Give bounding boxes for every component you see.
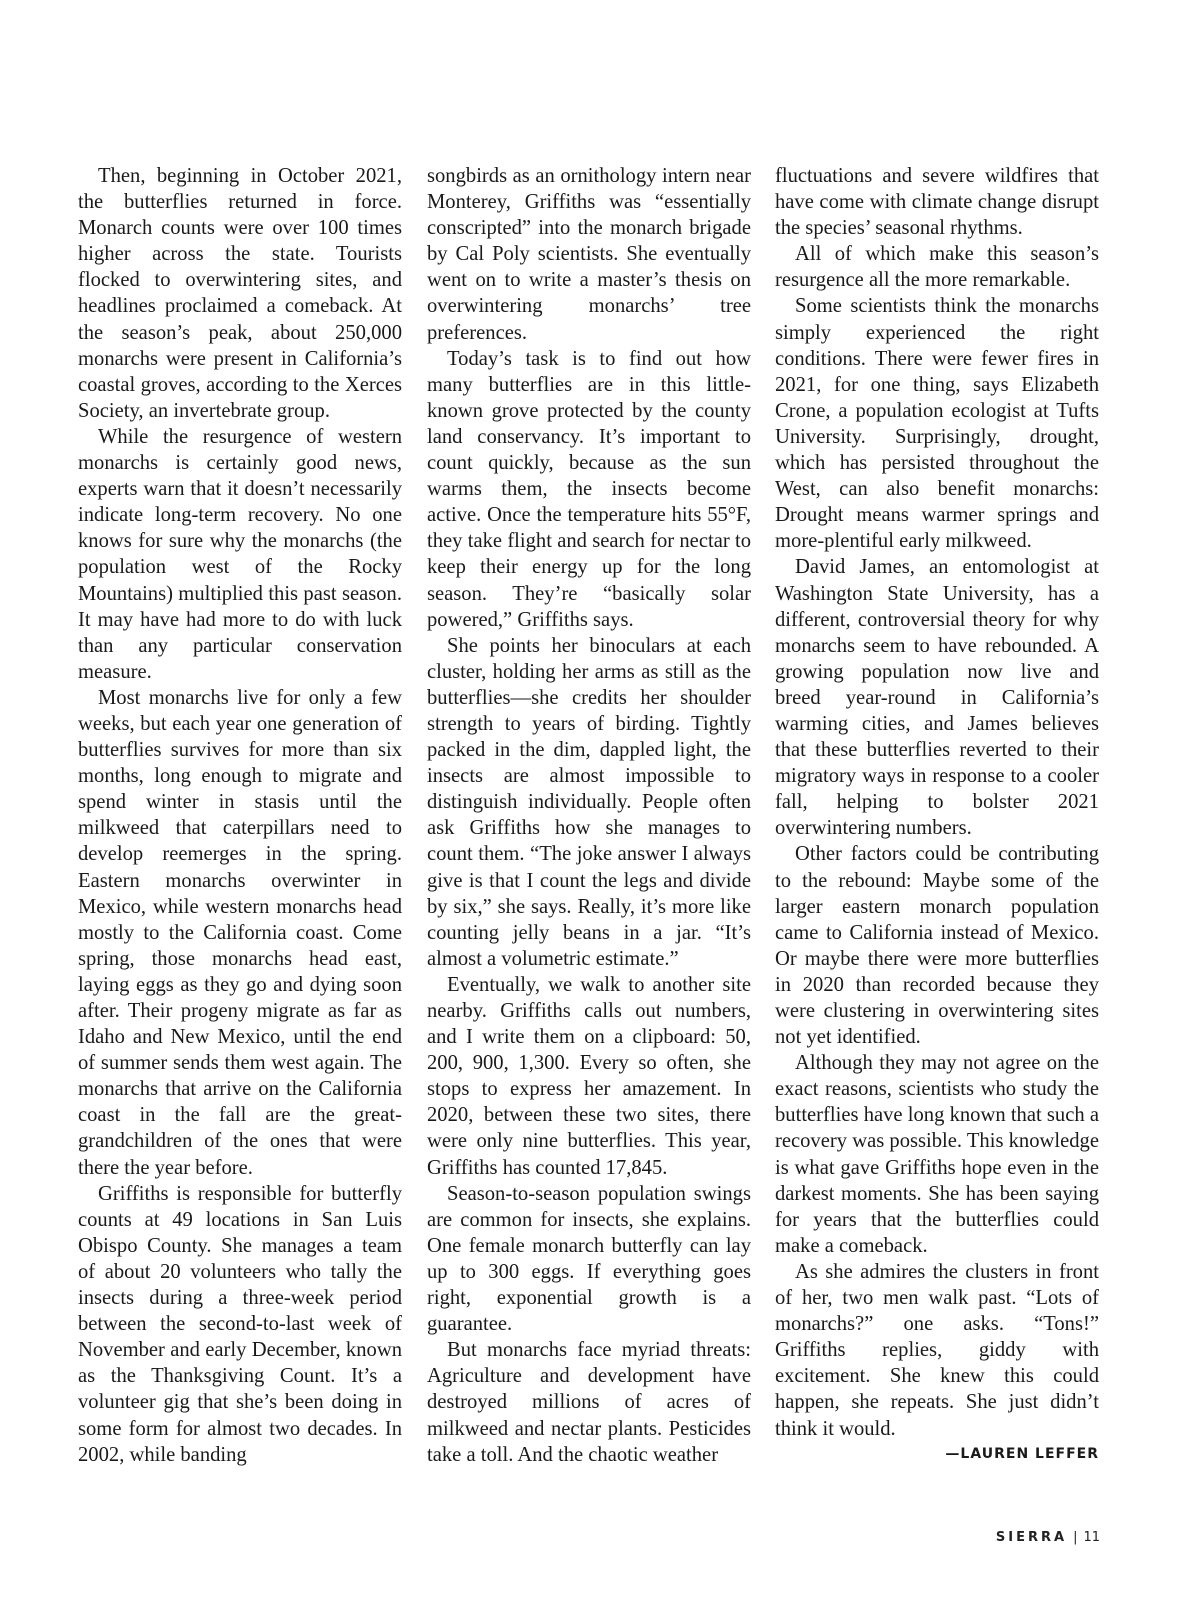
paragraph: Other factors could be contributing to the rebound: Maybe some of the larger eastern monarch population came to California instead of Mexico. Or maybe there were more butterflies in 2020 than recorded because they were clustering in overwintering sites not yet identified. (775, 843, 1099, 1049)
paragraph: While the resurgence of western monarchs is certainly good news, experts warn that it doesn’t necessarily indicate long-term recovery. No one knows for sure why the monarchs (the population west of the Rocky Mountains) multiplied this past season. It may have had more to do with luck than any particular conservation measure. (78, 425, 402, 683)
paragraph: Season-to-season population swings are common for insects, she explains. One female monarch butterfly can lay up to 300 eggs. If everything goes right, exponential growth is a guarantee. (427, 1182, 751, 1336)
paragraph: Some scientists think the monarchs simply experienced the right conditions. There were fewer fires in 2021, for one thing, says Elizabeth Crone, a population ecologist at Tufts University. Surprisingly, drought, which has persisted throughout the West, can also benefit monarchs: Drought means warmer springs and more-plentiful early milkweed. (775, 295, 1099, 553)
paragraph: songbirds as an ornithology intern near Monterey, Griffiths was “essentially conscripted” into the monarch brigade by Cal Poly scientists. She eventually went on to write a master’s thesis on overwintering monarchs’ tree preferences. (427, 165, 751, 344)
paragraph: But monarchs face myriad threats: Agriculture and development have destroyed millions of acres of milkweed and nectar plants. Pesticides take a toll. And the chaotic weather (427, 1339, 751, 1466)
article-column-1 (78, 163, 402, 1468)
paragraph: Eventually, we walk to another site nearby. Griffiths calls out numbers, and I write them on a clipboard: 50, 200, 900, 1,300. Every so often, she stops to express her amazement. In 2020, between these two sites, there were only nine butterflies. This year, Griffiths has counted 17,845. (427, 973, 751, 1179)
paragraph: Griffiths is responsible for butterfly counts at 49 locations in San Luis Obispo County. She manages a team of about 20 volunteers who tally the insects during a three-week period between the second-to-last week of November and early December, known as the Thanksgiving Count. It’s a volunteer gig that she’s been doing in some form for almost two decades. In 2002, while banding (78, 1182, 402, 1466)
magazine-name: SIERRA (995, 1530, 1068, 1545)
paragraph: She points her binoculars at each cluster, holding her arms as still as the butterflies—she credits her shoulder strength to years of birding. Tightly packed in the dim, dappled light, the insects are almost impossible to distinguish individually. People often ask Griffiths how she manages to count them. “The joke answer I always give is that I count the legs and divide by six,” she says. Really, it’s more like counting jelly beans in a jar. “It’s almost a volumetric estimate.” (427, 634, 751, 970)
paragraph: fluctuations and severe wildfires that have come with climate change disrupt the species’ seasonal rhythms. (775, 165, 1099, 240)
paragraph: As she admires the clusters in front of her, two men walk past. “Lots of monarchs?” one asks. “Tons!” Griffiths replies, giddy with excitement. She knew this could happen, she repeats. She just didn’t think it would. (775, 1260, 1099, 1440)
paragraph: Then, beginning in October 2021, the butterflies returned in force. Monarch counts were over 100 times higher across the state. Tourists flocked to overwintering sites, and headlines proclaimed a comeback. At the season’s peak, about 250,000 monarchs were present in California’s coastal groves, according to the Xerces Society, an invertebrate group. (78, 165, 402, 422)
page-number: 11 (1083, 1530, 1100, 1545)
article-column-3 (775, 163, 1099, 1466)
paragraph: Most monarchs live for only a few weeks, but each year one generation of butterflies survives for more than six months, long enough to migrate and spend winter in stasis until the milkweed that caterpillars need to develop reemerges in the spring. Eastern monarchs overwinter in Mexico, while western monarchs head mostly to the California coast. Come spring, those monarchs head east, laying eggs as they go and dying soon after. Their progeny migrate as far as Idaho and New Mexico, until the end of summer sends them west again. The monarchs that arrive on the California coast in the fall are the great-grandchildren of the ones that were there the year before. (78, 686, 402, 1179)
paragraph: Although they may not agree on the exact reasons, scientists who study the butterflies have long known that such a recovery was possible. This knowledge is what gave Griffiths hope even in the darkest moments. She has been saying for years that the butterflies could make a comeback. (775, 1052, 1099, 1257)
paragraph: David James, an entomologist at Washington State University, has a different, controversial theory for why monarchs seem to have rebounded. A growing population now live and breed year-round in California’s warming cities, and James believes that these butterflies reverted to their migratory ways in response to a cooler fall, helping to bolster 2021 overwintering numbers. (775, 556, 1099, 840)
paragraph: All of which make this season’s resurgence all the more remarkable. (775, 243, 1099, 292)
byline: —LAUREN LEFFER (945, 1445, 1099, 1462)
page-footer (996, 1530, 1100, 1545)
paragraph: Today’s task is to find out how many butterflies are in this little-known grove protected by the county land conservancy. It’s important to count quickly, because as the sun warms them, the insects become active. Once the temperature hits 55°F, they take flight and search for nectar to keep their energy up for the long season. They’re “basically solar powered,” Griffiths says. (427, 347, 751, 631)
footer-separator: | (1073, 1530, 1078, 1545)
article-column-2 (427, 163, 751, 1468)
